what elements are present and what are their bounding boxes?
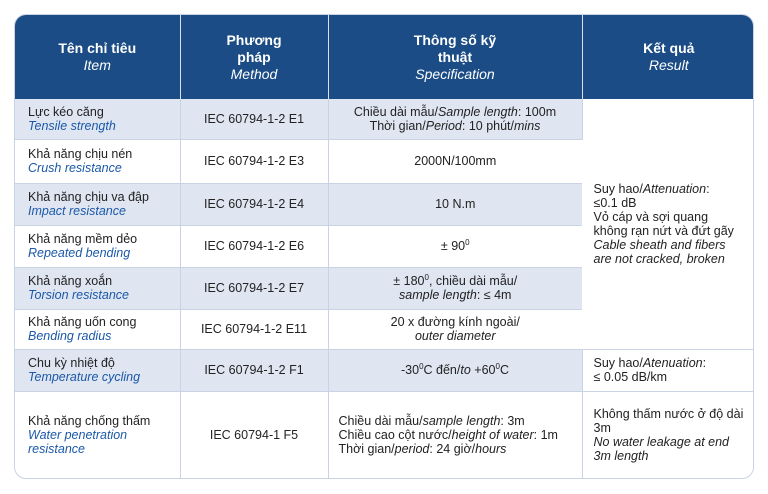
method-cell: IEC 60794-1-2 E3 bbox=[180, 139, 328, 183]
spec-cell: 2000N/100mm bbox=[328, 139, 582, 183]
method-cell: IEC 60794-1-2 E11 bbox=[180, 309, 328, 349]
item-cell: Lực kéo căng Tensile strength bbox=[15, 99, 180, 139]
item-cell: Khả năng uốn cong Bending radius bbox=[15, 309, 180, 349]
spec-table bbox=[15, 15, 754, 478]
spec-table-card bbox=[14, 14, 754, 479]
header-method: Phương pháp Method bbox=[180, 15, 328, 99]
header-row bbox=[15, 15, 754, 99]
spec-cell: Chiều dài mẫu/Sample length: 100m Thời gian/Period: 10 phút/mins bbox=[328, 99, 582, 139]
method-cell: IEC 60794-1 F5 bbox=[180, 391, 328, 478]
header-item: Tên chỉ tiêu Item bbox=[15, 15, 180, 99]
header-result: Kết quả Result bbox=[582, 15, 754, 99]
item-cell: Khả năng chống thấm Water penetration resistance bbox=[15, 391, 180, 478]
spec-cell: Chiều dài mẫu/sample length: 3m Chiều cao cột nước/height of water: 1m Thời gian/period: 24 giờ/hours bbox=[328, 391, 582, 478]
spec-cell: 20 x đường kính ngoài/ outer diameter bbox=[328, 309, 582, 349]
spec-cell: $-30^0C$ đến/to $+60^0C$ bbox=[328, 349, 582, 391]
result-cell-temperature: Suy hao/Atenuation: ≤ 0.05 dB/km bbox=[582, 349, 754, 391]
item-cell: Khả năng chịu va đập Impact resistance bbox=[15, 183, 180, 225]
method-cell: IEC 60794-1-2 E6 bbox=[180, 225, 328, 267]
item-cell: Khả năng xoắn Torsion resistance bbox=[15, 267, 180, 309]
spec-cell: ± $90^0$ bbox=[328, 225, 582, 267]
method-cell: IEC 60794-1-2 E4 bbox=[180, 183, 328, 225]
table-row bbox=[15, 349, 754, 391]
item-cell: Khả năng chịu nén Crush resistance bbox=[15, 139, 180, 183]
item-cell: Khả năng mềm dẻo Repeated bending bbox=[15, 225, 180, 267]
spec-cell: ± $180^0$, chiều dài mẫu/ sample length: ≤ 4m bbox=[328, 267, 582, 309]
method-cell: IEC 60794-1-2 E7 bbox=[180, 267, 328, 309]
result-cell-water: Không thấm nước ở độ dài 3m No water leakage at end 3m length bbox=[582, 391, 754, 478]
item-cell: Chu kỳ nhiệt độ Temperature cycling bbox=[15, 349, 180, 391]
table-row bbox=[15, 99, 754, 139]
method-cell: IEC 60794-1-2 F1 bbox=[180, 349, 328, 391]
result-cell-mechanical: Suy hao/Attenuation: ≤0.1 dB Vỏ cáp và sợi quang không rạn nứt và đứt gãy Cable sheath and fibers are not cracked, broken bbox=[582, 99, 754, 349]
method-cell: IEC 60794-1-2 E1 bbox=[180, 99, 328, 139]
header-specification: Thông số kỹ thuật Specification bbox=[328, 15, 582, 99]
table-row bbox=[15, 391, 754, 478]
spec-cell: 10 N.m bbox=[328, 183, 582, 225]
